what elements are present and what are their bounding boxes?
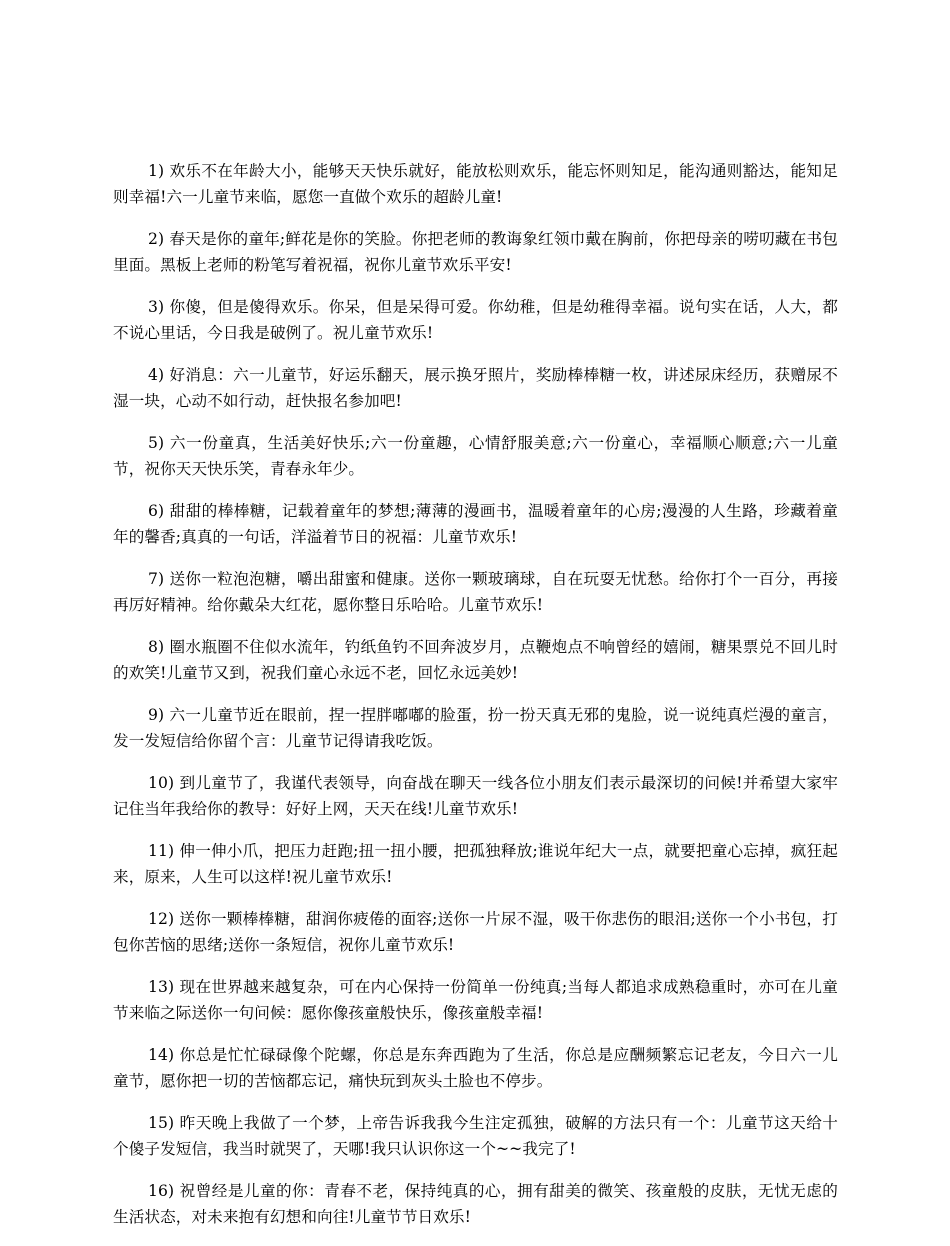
paragraph-14: 14) 你总是忙忙碌碌像个陀螺，你总是东奔西跑为了生活，你总是应酬频繁忘记老友，今日六一儿童节，愿你把一切的苦恼都忘记，痛快玩到灰头土脸也不停步。: [113, 1046, 838, 1090]
paragraph-3: 3) 你傻，但是傻得欢乐。你呆，但是呆得可爱。你幼稚，但是幼稚得幸福。说句实在话，人大，都不说心里话，今日我是破例了。祝儿童节欢乐!: [113, 298, 838, 342]
paragraph-6: 6) 甜甜的棒棒糖，记载着童年的梦想;薄薄的漫画书，温暖着童年的心房;漫漫的人生路，珍藏着童年的馨香;真真的一句话，洋溢着节日的祝福：儿童节欢乐!: [113, 502, 838, 546]
paragraph-5: 5) 六一份童真，生活美好快乐;六一份童趣，心情舒服美意;六一份童心，幸福顺心顺意;六一儿童节，祝你天天快乐笑，青春永年少。: [113, 434, 838, 478]
paragraph-9: 9) 六一儿童节近在眼前，捏一捏胖嘟嘟的脸蛋，扮一扮天真无邪的鬼脸，说一说纯真烂漫的童言，发一发短信给你留个言：儿童节记得请我吃饭。: [113, 706, 838, 750]
paragraph-10: 10) 到儿童节了，我谨代表领导，向奋战在聊天一线各位小朋友们表示最深切的问候!并希望大家牢记住当年我给你的教导：好好上网，天天在线!儿童节欢乐!: [113, 774, 838, 818]
paragraph-11: 11) 伸一伸小爪，把压力赶跑;扭一扭小腰，把孤独释放;谁说年纪大一点，就要把童心忘掉，疯狂起来，原来，人生可以这样!祝儿童节欢乐!: [113, 842, 838, 886]
paragraph-7: 7) 送你一粒泡泡糖，嚼出甜蜜和健康。送你一颗玻璃球，自在玩耍无忧愁。给你打个一百分，再接再厉好精神。给你戴朵大红花，愿你整日乐哈哈。儿童节欢乐!: [113, 570, 838, 614]
paragraph-8: 8) 圈水瓶圈不住似水流年，钓纸鱼钓不回奔波岁月，点鞭炮点不响曾经的嬉闹，糖果票兑不回儿时的欢笑!儿童节又到，祝我们童心永远不老，回忆永远美妙!: [113, 638, 838, 682]
paragraph-2: 2) 春天是你的童年;鲜花是你的笑脸。你把老师的教诲象红领巾戴在胸前，你把母亲的唠叨藏在书包里面。黑板上老师的粉笔写着祝福，祝你儿童节欢乐平安!: [113, 230, 838, 274]
paragraph-15: 15) 昨天晚上我做了一个梦，上帝告诉我我今生注定孤独，破解的方法只有一个：儿童节这天给十个傻子发短信，我当时就哭了，天哪!我只认识你这一个~~我完了!: [113, 1114, 838, 1158]
paragraph-12: 12) 送你一颗棒棒糖，甜润你疲倦的面容;送你一片尿不湿，吸干你悲伤的眼泪;送你一个小书包，打包你苦恼的思绪;送你一条短信，祝你儿童节欢乐!: [113, 910, 838, 954]
paragraph-4: 4) 好消息：六一儿童节，好运乐翻天，展示换牙照片，奖励棒棒糖一枚，讲述尿床经历，获赠尿不湿一块，心动不如行动，赶快报名参加吧!: [113, 366, 838, 410]
paragraph-16: 16) 祝曾经是儿童的你：青春不老，保持纯真的心，拥有甜美的微笑、孩童般的皮肤，无忧无虑的生活状态，对未来抱有幻想和向往!儿童节节日欢乐!: [113, 1182, 838, 1226]
paragraph-1: 1) 欢乐不在年龄大小，能够天天快乐就好，能放松则欢乐，能忘怀则知足，能沟通则豁达，能知足则幸福!六一儿童节来临，愿您一直做个欢乐的超龄儿童!: [113, 162, 838, 206]
document-body: [113, 158, 838, 1246]
paragraph-13: 13) 现在世界越来越复杂，可在内心保持一份简单一份纯真;当每人都追求成熟稳重时，亦可在儿童节来临之际送你一句问候：愿你像孩童般快乐，像孩童般幸福!: [113, 978, 838, 1022]
